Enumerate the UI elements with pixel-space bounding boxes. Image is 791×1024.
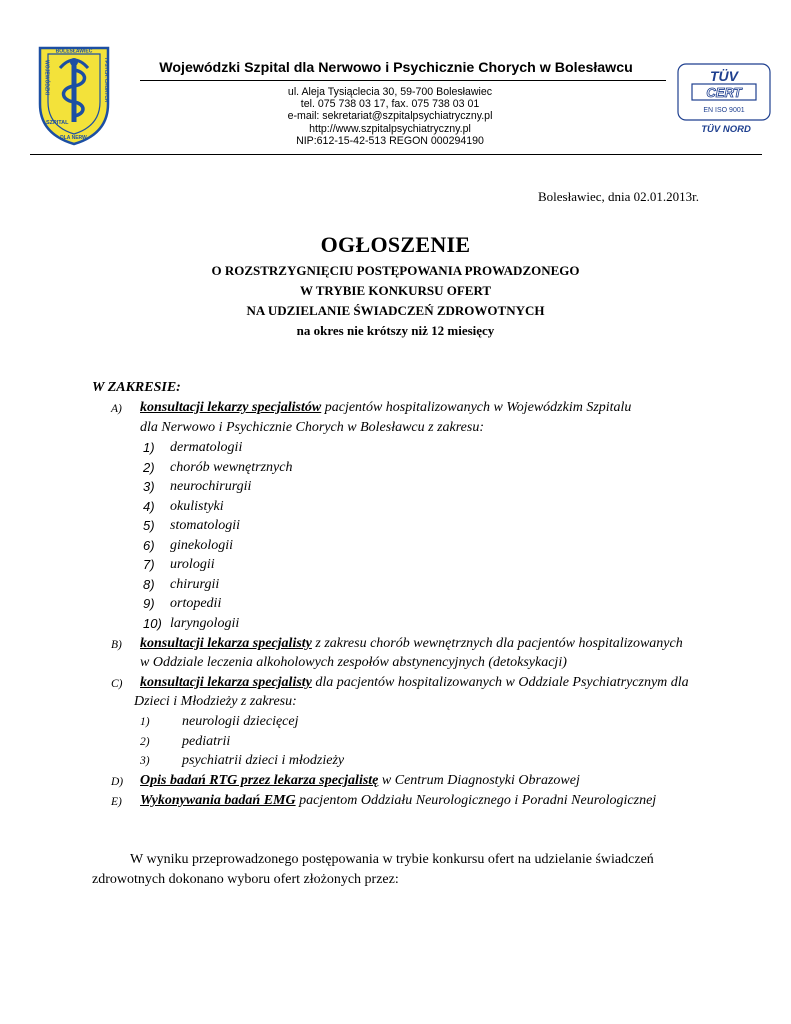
document-date: Bolesławiec, dnia 02.01.2013r.	[537, 189, 699, 204]
item-d-line-1	[140, 773, 580, 789]
item-a-sub-8-number: 8)	[143, 577, 155, 592]
item-a-sub-3-number: 3)	[143, 479, 155, 494]
closing-line-1: W wyniku przeprowadzonego postępowania w trybie konkursu ofert na udzielanie świadczeń	[130, 852, 654, 867]
item-c-sub-3: psychiatrii dzieci i młodzieży	[182, 753, 345, 768]
cert-brand: TÜV	[710, 68, 738, 84]
cert-label: CERT	[706, 85, 742, 100]
item-c-sub-3-number: 3)	[140, 755, 150, 767]
item-a-description: pacjentów hospitalizowanych w Wojewódzkim Szpitalu	[321, 400, 632, 415]
item-d-letter: D)	[111, 776, 124, 788]
item-a-sub-7: urologii	[170, 557, 215, 572]
address-phone: tel. 075 738 03 17, fax. 075 738 03 01	[300, 98, 480, 111]
item-a-letter: A)	[111, 403, 122, 415]
header-divider	[30, 154, 762, 155]
item-b-service: konsultacji lekarza specjalisty	[140, 636, 312, 651]
subtitle-line-3: NA UDZIELANIE ŚWIADCZEŃ ZDROWOTNYCH	[246, 303, 545, 318]
item-a-sub-3: neurochirurgii	[170, 479, 252, 494]
item-a-sub-10: laryngologii	[170, 616, 240, 631]
subtitle-line-4: na okres nie krótszy niż 12 miesięcy	[296, 323, 495, 338]
item-a-sub-7-number: 7)	[143, 557, 155, 572]
item-b-line-1	[140, 636, 683, 652]
cert-org: TÜV NORD	[701, 124, 751, 135]
item-c-sub-2-number: 2)	[140, 736, 150, 748]
item-a-sub-2-number: 2)	[143, 460, 155, 475]
item-c-line-1	[140, 675, 689, 691]
item-a-sub-4-number: 4)	[143, 499, 155, 514]
item-a-line-2: dla Nerwowo i Psychicznie Chorych w Bolesławcu z zakresu:	[140, 420, 484, 435]
address-tax-ids: NIP:612-15-42-513 REGON 000294190	[296, 134, 484, 147]
logo-text-top: BOLESŁAWIEC	[55, 48, 93, 55]
item-a-service: konsultacji lekarzy specjalistów	[140, 400, 322, 415]
item-a-sub-9-number: 9)	[143, 596, 155, 611]
tuv-cert-badge	[676, 62, 772, 136]
subtitle-line-2: W TRYBIE KONKURSU OFERT	[299, 283, 492, 298]
item-c-description: dla pacjentów hospitalizowanych w Oddziale Psychiatrycznym dla	[311, 675, 689, 690]
item-a-sub-8: chirurgii	[170, 577, 220, 592]
address-website: http://www.szpitalpsychiatryczny.pl	[309, 122, 471, 135]
item-a-sub-2: chorób wewnętrznych	[170, 460, 293, 475]
address-email: e-mail: sekretariat@szpitalpsychiatryczny.pl	[287, 110, 493, 123]
item-b-letter: B)	[111, 639, 122, 651]
item-a-sub-4: okulistyki	[170, 499, 224, 514]
logo-text-left: WOJEWÓDZKI	[43, 60, 50, 95]
item-e-description: pacjentom Oddziału Neurologicznego i Poradni Neurologicznej	[295, 793, 657, 808]
logo-text-bottom-left: SZPITAL	[46, 120, 69, 126]
item-c-letter: C)	[111, 678, 123, 690]
item-a-sub-10-number: 10)	[143, 616, 162, 631]
address-street: ul. Aleja Tysiąclecia 30, 59-700 Bolesławiec	[287, 86, 493, 98]
item-c-service: konsultacji lekarza specjalisty	[140, 675, 312, 690]
item-b-line-2: w Oddziale leczenia alkoholowych zespołów abstynencyjnych (detoksykacji)	[140, 655, 567, 670]
hospital-address	[238, 86, 542, 147]
scope-label: W ZAKRESIE:	[92, 380, 181, 395]
item-a-sub-1-number: 1)	[143, 440, 155, 455]
hospital-name: Wojewódzki Szpital dla Nerwowo i Psychicznie Chorych w Bolesławcu	[159, 60, 633, 76]
item-a-sub-6-number: 6)	[143, 538, 155, 553]
logo-text-bottom: DLA NERW.	[60, 135, 88, 141]
item-a-sub-5-number: 5)	[143, 518, 155, 533]
closing-line-2: zdrowotnych dokonano wyboru ofert złożonych przez:	[92, 872, 399, 887]
logo-text-right: I PSYCH. CHORYCH	[104, 58, 109, 102]
item-b-description: z zakresu chorób wewnętrznych dla pacjentów hospitalizowanych	[311, 636, 683, 651]
item-e-letter: E)	[111, 796, 122, 808]
item-a-sub-5: stomatologii	[170, 518, 241, 533]
item-d-description: w Centrum Diagnostyki Obrazowej	[378, 773, 580, 788]
item-a-sub-9: ortopedii	[170, 596, 222, 611]
item-a-line-1	[140, 400, 631, 416]
cert-standard: EN ISO 9001	[703, 107, 745, 114]
subtitle-line-1: O ROZSTRZYGNIĘCIU POSTĘPOWANIA PROWADZONEGO	[211, 263, 580, 278]
item-c-sub-1-number: 1)	[140, 716, 150, 728]
hospital-logo	[32, 42, 116, 146]
header-rule	[140, 80, 666, 81]
item-c-sub-2: pediatrii	[182, 734, 231, 749]
item-c-line-2: Dzieci i Młodzieży z zakresu:	[134, 694, 297, 709]
item-e-service: Wykonywania badań EMG	[140, 793, 296, 808]
item-a-sub-1: dermatologii	[170, 440, 243, 455]
item-c-sub-1: neurologii dziecięcej	[182, 714, 299, 729]
item-d-service: Opis badań RTG przez lekarza specjalistę	[140, 773, 379, 788]
item-a-sub-6: ginekologii	[170, 538, 233, 553]
item-e-line-1	[140, 793, 656, 809]
document-title: OGŁOSZENIE	[320, 232, 471, 257]
